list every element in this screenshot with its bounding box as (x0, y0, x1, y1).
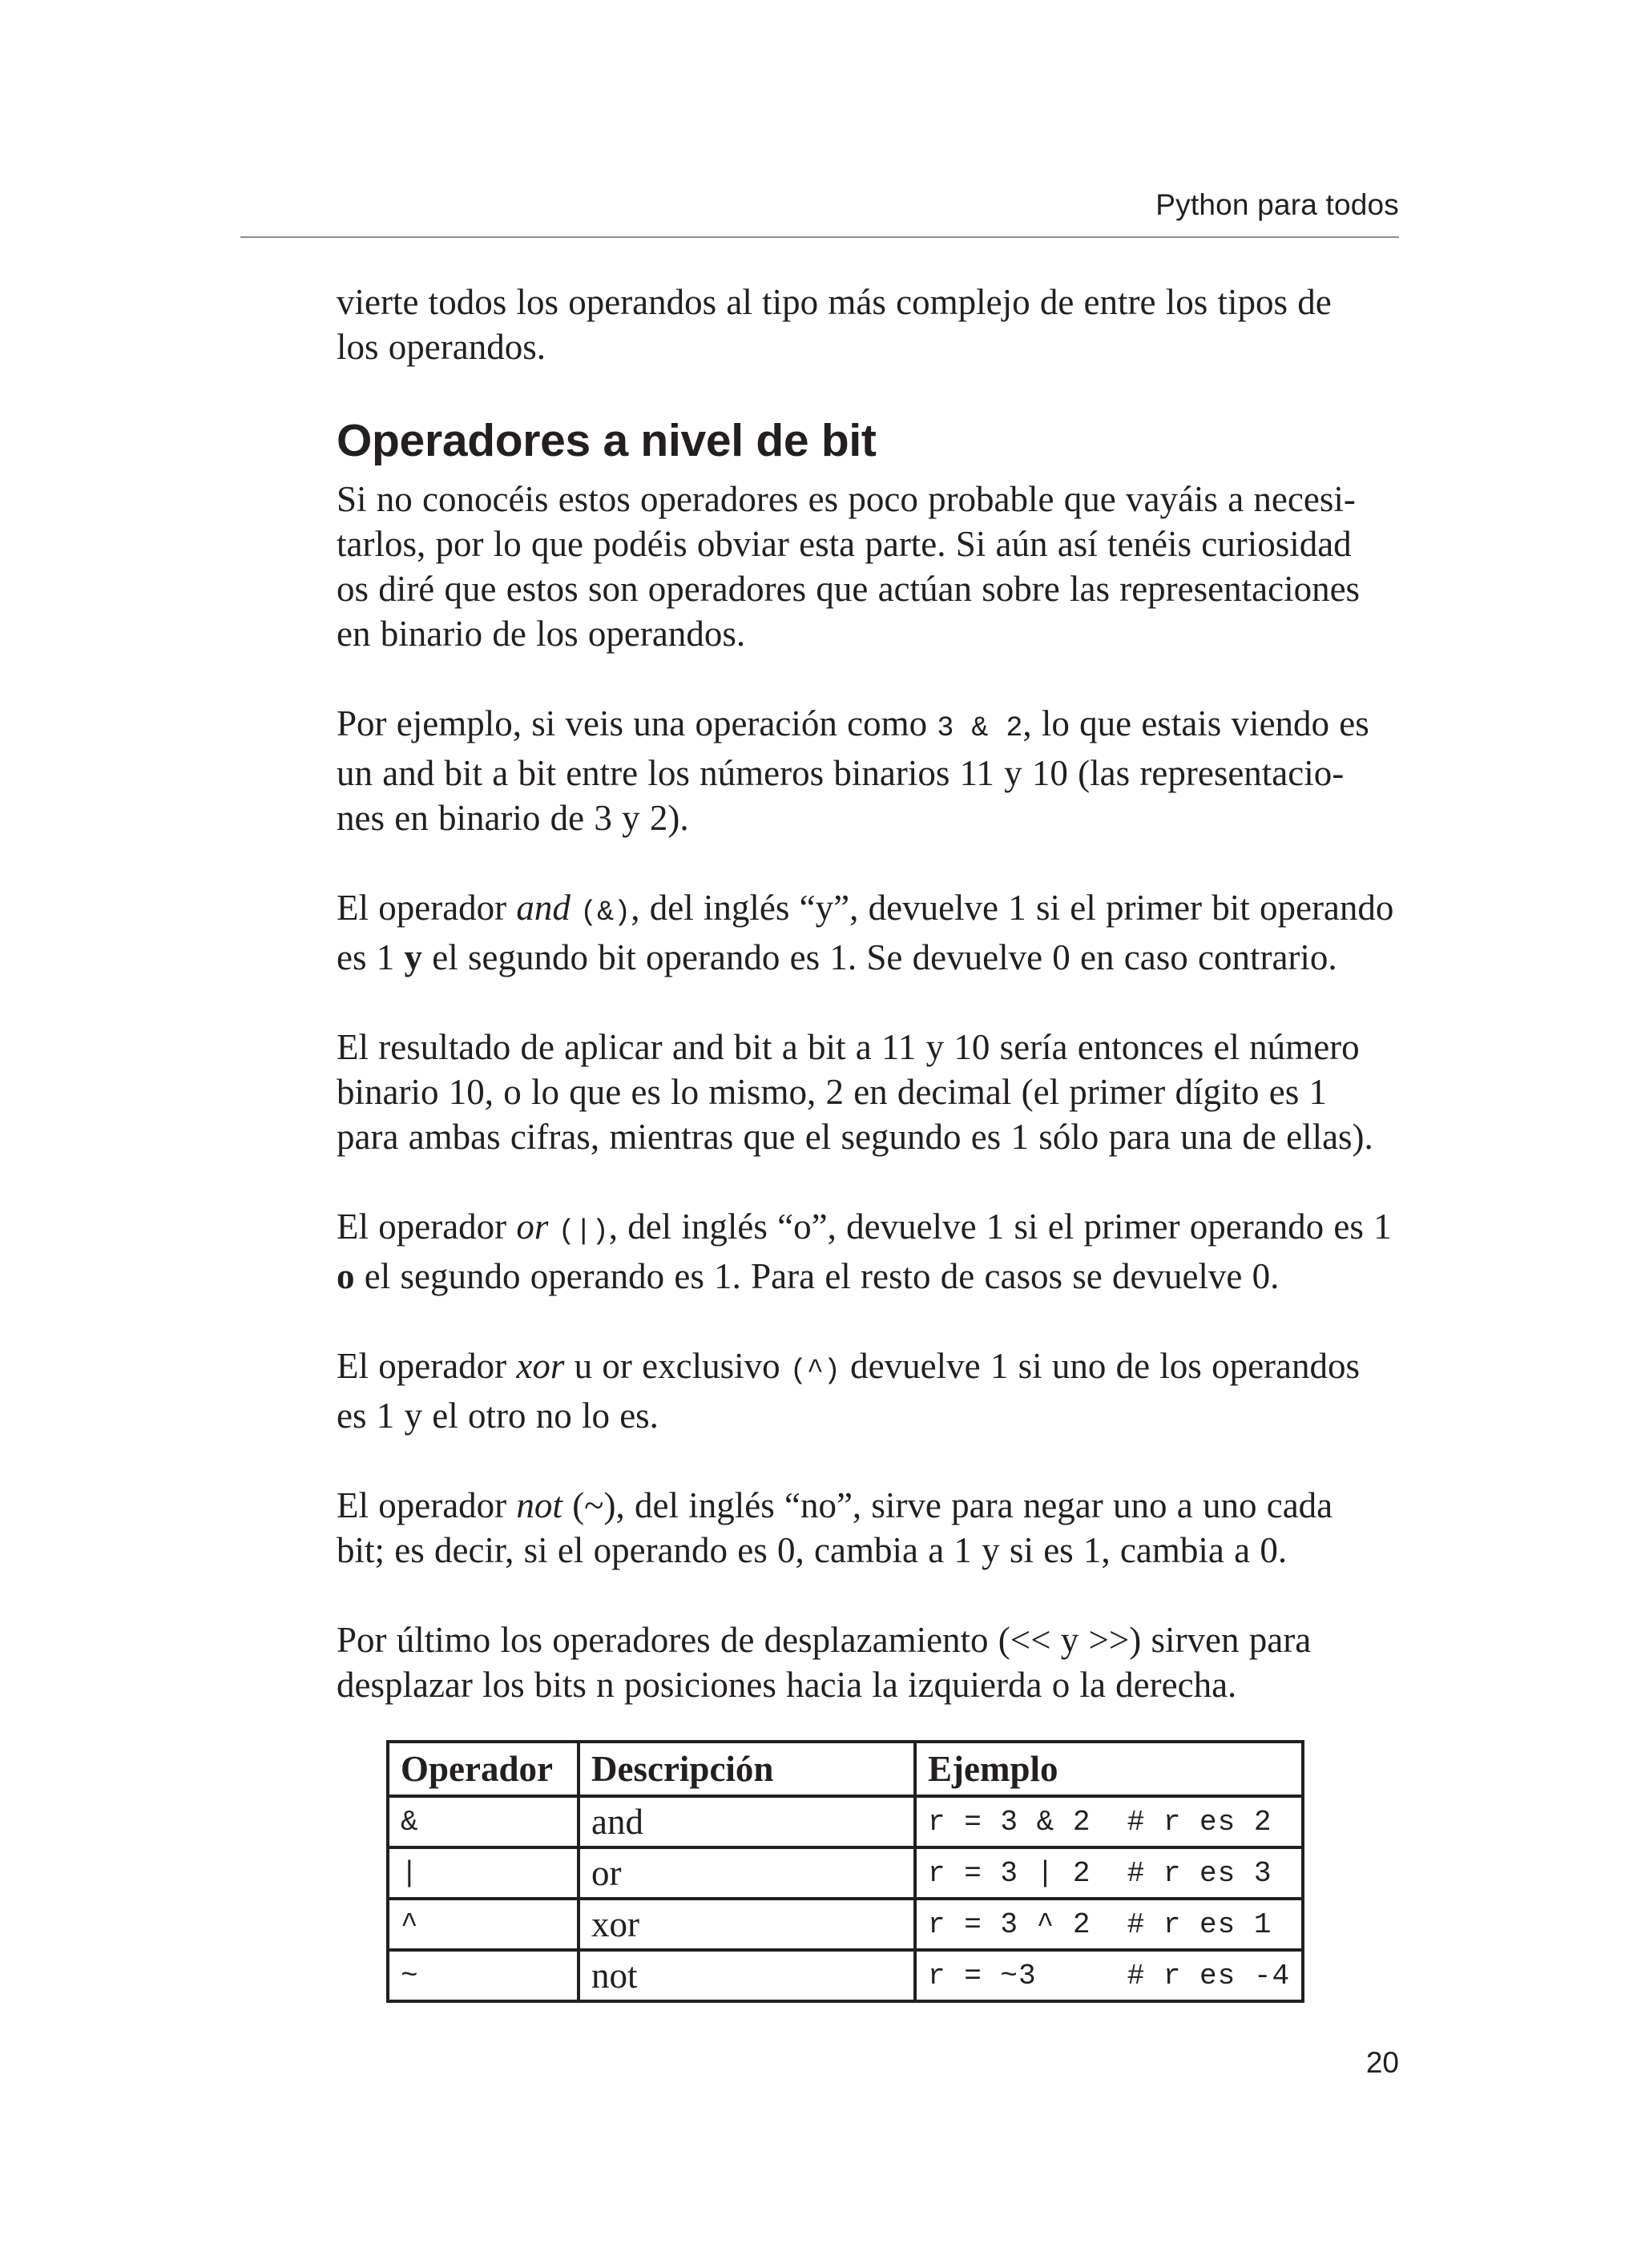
operator-cell: ~ (388, 1950, 579, 2001)
text-fragment: (~), del inglés “no”, sirve para negar uno a uno cada (562, 1485, 1333, 1525)
text-line: los operandos. (337, 327, 546, 367)
paragraph-shift (337, 1617, 1399, 1707)
example-cell: r = 3 ^ 2 # r es 1 (915, 1899, 1303, 1950)
inline-code: (|) (558, 1215, 609, 1247)
section-heading: Operadores a nivel de bit (337, 415, 877, 466)
page-number: 20 (1365, 2046, 1399, 2079)
table-row (388, 1899, 1303, 1950)
paragraph-not (337, 1483, 1399, 1573)
text-line: El resultado de aplicar and bit a bit a 11 y 10 sería entonces el número (337, 1027, 1360, 1067)
text-line: es 1 y el otro no lo es. (337, 1396, 659, 1436)
italic-term: xor (516, 1346, 565, 1386)
column-header-operador: Operador (388, 1742, 579, 1796)
inline-code: 3 & 2 (937, 712, 1023, 744)
example-cell: r = 3 & 2 # r es 2 (915, 1796, 1303, 1847)
operators-table-wrapper (386, 1740, 1304, 2003)
text-fragment: el segundo bit operando es 1. Se devuelve 0 en caso contrario. (422, 937, 1337, 977)
text-line: Si no conocéis estos operadores es poco probable que vayáis a necesi- (337, 479, 1356, 519)
text-fragment: u or exclusivo (564, 1346, 790, 1386)
text-fragment: , del inglés “o”, devuelve 1 si el primer operando es 1 (608, 1207, 1392, 1247)
text-line: Por último los operadores de desplazamiento (<< y >>) sirven para (337, 1620, 1312, 1660)
text-fragment: es 1 (337, 937, 405, 977)
paragraph-and-result (337, 1025, 1399, 1159)
paragraph-intro-bitwise (337, 477, 1399, 656)
text-fragment: , lo que estais viendo es (1022, 703, 1369, 743)
running-header: Python para todos (1155, 188, 1399, 221)
italic-term: not (516, 1485, 562, 1525)
text-line: tarlos, por lo que podéis obviar esta parte. Si aún así tenéis curiosidad (337, 524, 1352, 564)
operator-cell: ^ (388, 1899, 579, 1950)
text-fragment: devuelve 1 si uno de los operandos (840, 1346, 1361, 1386)
text-line: para ambas cifras, mientras que el segundo es 1 sólo para una de ellas). (337, 1117, 1373, 1157)
text-line: nes en binario de 3 y 2). (337, 798, 689, 838)
text-line: binario 10, o lo que es lo mismo, 2 en decimal (el primer dígito es 1 (337, 1072, 1327, 1112)
text-fragment: El operador (337, 1207, 517, 1247)
italic-term: and (516, 888, 571, 928)
text-fragment: Por ejemplo, si veis una operación como (337, 703, 937, 743)
text-fragment: El operador (337, 1485, 517, 1525)
description-cell: and (579, 1796, 915, 1847)
paragraph-example (337, 701, 1399, 840)
paragraph-xor (337, 1343, 1399, 1438)
description-cell: xor (579, 1899, 915, 1950)
text-fragment: el segundo operando es 1. Para el resto de casos se devuelve 0. (354, 1256, 1280, 1296)
paragraph-or (337, 1204, 1399, 1299)
text-line: desplazar los bits n posiciones hacia la izquierda o la derecha. (337, 1665, 1237, 1705)
bold-term: o (337, 1256, 355, 1296)
example-cell: r = ~3 # r es -4 (915, 1950, 1303, 2001)
table-row (388, 1950, 1303, 2001)
inline-code: (&) (580, 896, 631, 929)
operator-cell: & (388, 1796, 579, 1847)
text-fragment: El operador (337, 888, 517, 928)
text-line: en binario de los operandos. (337, 614, 746, 654)
operators-table (386, 1740, 1304, 2003)
text-column (337, 280, 1399, 1707)
table-row (388, 1796, 1303, 1847)
text-line: vierte todos los operandos al tipo más complejo de entre los tipos de (337, 282, 1332, 322)
text-line: bit; es decir, si el operando es 0, cambia a 1 y si es 1, cambia a 0. (337, 1530, 1288, 1570)
table-row (388, 1847, 1303, 1899)
inline-code: (^) (789, 1355, 841, 1387)
paragraph-and (337, 885, 1399, 980)
operator-cell: | (388, 1847, 579, 1899)
text-line: os diré que estos son operadores que actúan sobre las representaciones (337, 569, 1361, 609)
text-line: un and bit a bit entre los números binarios 11 y 10 (las representacio- (337, 753, 1345, 793)
description-cell: not (579, 1950, 915, 2001)
intro-paragraph (337, 280, 1399, 369)
column-header-descripcion: Descripción (579, 1742, 915, 1796)
text-fragment: El operador (337, 1346, 517, 1386)
italic-term: or (516, 1207, 549, 1247)
column-header-ejemplo: Ejemplo (915, 1742, 1303, 1796)
bold-term: y (404, 937, 422, 977)
header-rule (240, 236, 1399, 238)
text-fragment: , del inglés “y”, devuelve 1 si el primer bit operando (631, 888, 1394, 928)
table-header-row (388, 1742, 1303, 1796)
example-cell: r = 3 | 2 # r es 3 (915, 1847, 1303, 1899)
description-cell: or (579, 1847, 915, 1899)
